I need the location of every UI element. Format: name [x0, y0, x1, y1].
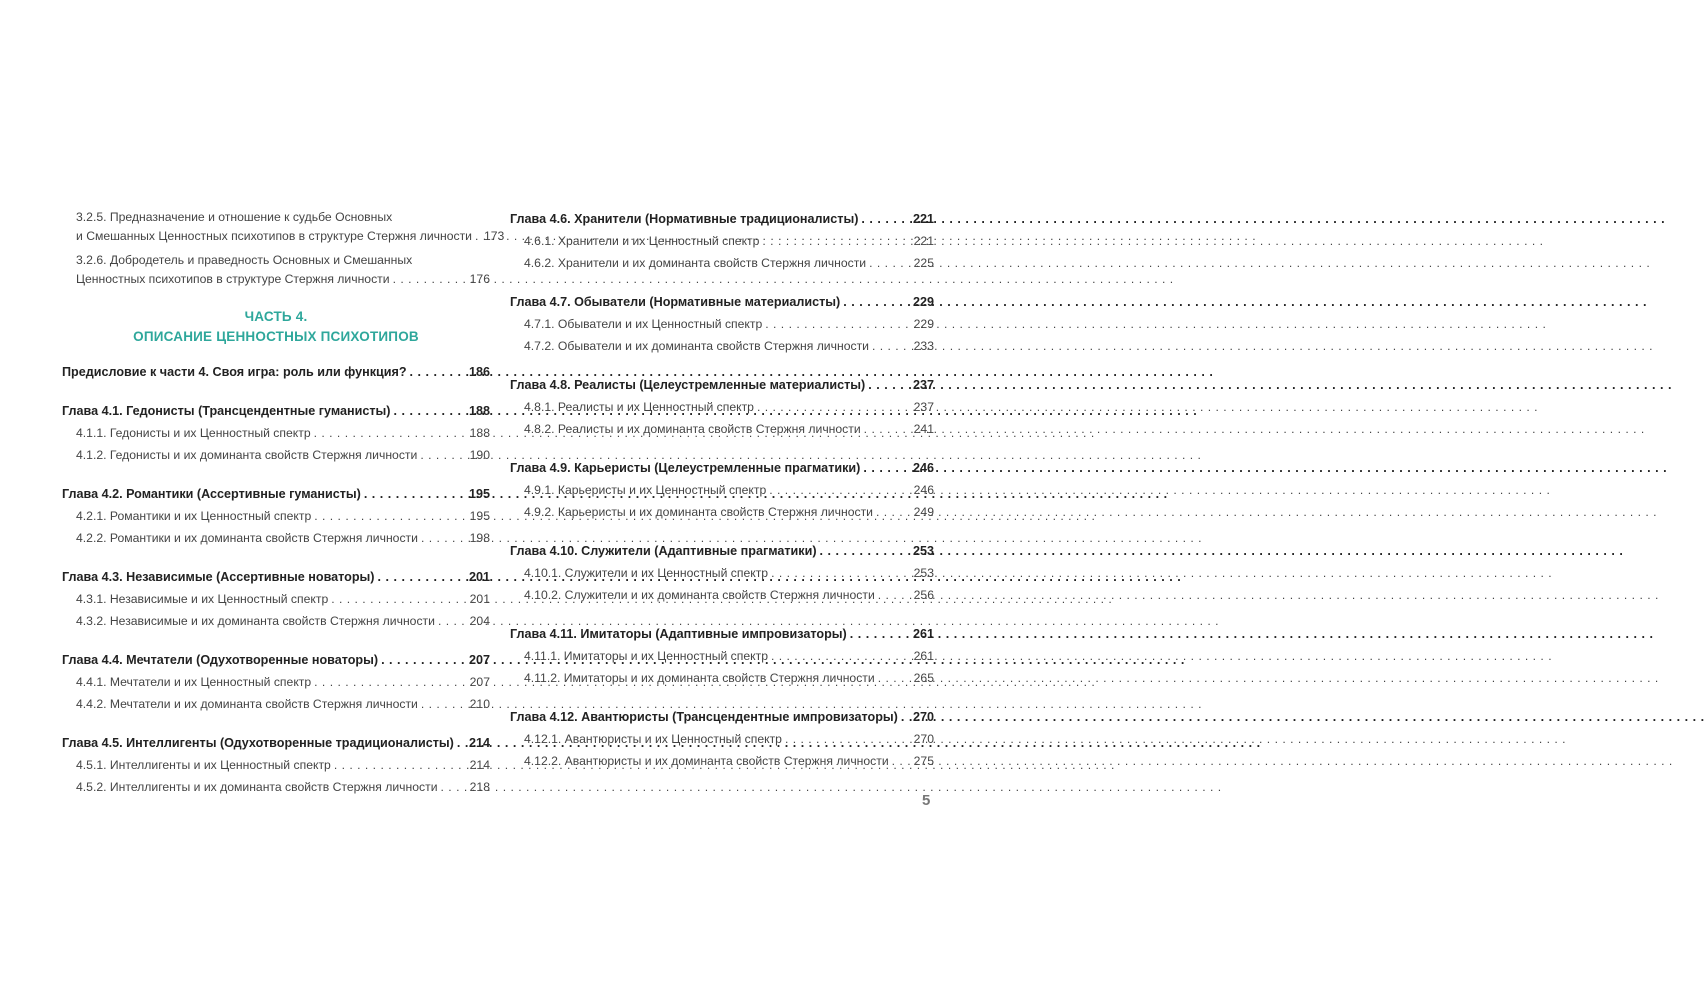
dot-leader	[771, 645, 911, 667]
dot-leader	[785, 728, 911, 750]
toc-entry-text: 4.7.1. Обыватели и их Ценностный спектр	[524, 317, 763, 331]
toc-chapter-4-9	[510, 457, 934, 523]
dot-leader	[820, 540, 910, 562]
toc-sub-entry[interactable]	[510, 645, 934, 667]
toc-entry-text: 4.8.2. Реалисты и их доминанта свойств Стержня личности	[524, 422, 861, 436]
toc-page-number: 207	[468, 653, 490, 667]
toc-page-number: 214	[468, 736, 490, 750]
dot-leader	[393, 270, 467, 289]
toc-sub-entry[interactable]	[510, 418, 934, 440]
toc-chapter-4-2	[62, 483, 490, 549]
dot-leader	[393, 400, 466, 422]
toc-page-number: 237	[912, 378, 934, 392]
toc-sub-entry[interactable]	[510, 562, 934, 584]
toc-entry-text: 4.2.1. Романтики и их Ценностный спектр	[76, 509, 312, 523]
toc-chapter-entry[interactable]	[510, 374, 934, 396]
toc-chapter-4-1	[62, 400, 490, 466]
toc-entry-text: 4.4.1. Мечтатели и их Ценностный спектр	[76, 675, 312, 689]
toc-entry-preface[interactable]	[62, 361, 490, 383]
toc-entry-text: 4.5.1. Интеллигенты и их Ценностный спектр	[76, 758, 331, 772]
dot-leader	[314, 505, 466, 527]
toc-right-column	[510, 208, 934, 772]
dot-leader	[381, 649, 466, 671]
toc-chapter-4-12	[510, 706, 934, 772]
toc-entry-text: Глава 4.12. Авантюристы (Трансцендентные импровизаторы)	[510, 710, 898, 724]
toc-entry-text: 4.4.2. Мечтатели и их доминанта свойств Стержня личности	[76, 697, 418, 711]
toc-chapter-entry[interactable]	[62, 649, 490, 671]
toc-page-number: 210	[469, 697, 490, 711]
toc-chapter-4-10	[510, 540, 934, 606]
toc-sub-entry[interactable]	[510, 750, 934, 772]
toc-page-number: 246	[913, 483, 934, 497]
toc-entry-text: 4.6.1. Хранители и их Ценностный спектр	[524, 234, 760, 248]
toc-entry-text: Глава 4.2. Романтики (Ассертивные гуманисты)	[62, 487, 361, 501]
toc-page-number: 246	[912, 461, 934, 475]
toc-sub-entry[interactable]	[62, 422, 490, 444]
toc-page-number: 253	[912, 544, 934, 558]
toc-page-number: 249	[913, 505, 934, 519]
toc-entry-text: 4.12.2. Авантюристы и их доминанта свойств Стержня личности	[524, 754, 889, 768]
dot-leader	[771, 562, 911, 584]
toc-entry-text: 4.10.1. Служители и их Ценностный спектр	[524, 566, 769, 580]
toc-page-number: 195	[468, 487, 490, 501]
page-number: 5	[922, 792, 931, 809]
toc-left-column	[62, 208, 505, 798]
toc-chapter-4-4	[62, 649, 490, 715]
toc-chapter-entry[interactable]	[62, 732, 490, 754]
toc-chapter-entry[interactable]	[62, 400, 490, 422]
toc-entry-text: 4.10.2. Служители и их доминанта свойств Стержня личности	[524, 588, 875, 602]
toc-sub-entry[interactable]	[62, 776, 490, 798]
toc-entry-text: Глава 4.7. Обыватели (Нормативные материалисты)	[510, 295, 841, 309]
toc-chapter-4-3	[62, 566, 490, 632]
toc-page-number: 188	[468, 404, 490, 418]
toc-page-number: 214	[469, 758, 490, 772]
toc-sub-entry[interactable]	[62, 588, 490, 610]
toc-sub-entry[interactable]	[62, 444, 490, 466]
toc-sub-entry[interactable]	[510, 479, 934, 501]
dot-leader	[314, 671, 467, 693]
dot-leader	[421, 693, 467, 715]
toc-page-number: 221	[913, 234, 934, 248]
toc-entry-text: 4.9.1. Карьеристы и их Ценностный спектр	[524, 483, 767, 497]
toc-page-number: 275	[913, 754, 934, 768]
dot-leader	[872, 335, 911, 357]
part-title: ЧАСТЬ 4.	[244, 309, 308, 324]
part-heading	[62, 307, 490, 347]
toc-chapter-4-7	[510, 291, 934, 357]
toc-entry-text: Глава 4.6. Хранители (Нормативные традиционалисты)	[510, 212, 859, 226]
dot-leader	[901, 706, 910, 728]
toc-page-number: 188	[469, 426, 490, 440]
toc-chapter-4-6	[510, 208, 934, 274]
toc-entry-text: 4.11.1. Имитаторы и их Ценностный спектр	[524, 649, 768, 663]
toc-page-number: 270	[912, 710, 934, 724]
dot-leader	[769, 479, 910, 501]
dot-leader	[378, 566, 466, 588]
dot-leader	[868, 374, 910, 396]
dot-leader	[457, 732, 466, 754]
toc-entry-text: Глава 4.5. Интеллигенты (Одухотворенные традиционалисты)	[62, 736, 454, 750]
toc-sub-entry[interactable]	[62, 693, 490, 715]
toc-entry-text: 4.5.2. Интеллигенты и их доминанта свойств Стержня личности	[76, 780, 438, 794]
toc-entry-text: Глава 4.8. Реалисты (Целеустремленные материалисты)	[510, 378, 866, 392]
dot-leader	[334, 754, 467, 776]
dot-leader	[878, 584, 911, 606]
toc-sub-entry[interactable]	[62, 754, 490, 776]
toc-entry-text: 4.3.1. Независимые и их Ценностный спектр	[76, 592, 329, 606]
toc-page-number: 241	[913, 422, 934, 436]
toc-page-number: 261	[912, 627, 934, 641]
toc-page-number: 195	[469, 509, 490, 523]
toc-entry-text: 4.7.2. Обыватели и их доминанта свойств Стержня личности	[524, 339, 869, 353]
toc-chapter-entry[interactable]	[62, 483, 490, 505]
toc-page-number: 221	[912, 212, 934, 226]
dot-leader	[892, 750, 911, 772]
toc-chapter-4-8	[510, 374, 934, 440]
toc-page-number: 265	[913, 671, 934, 685]
toc-sub-entry[interactable]	[510, 584, 934, 606]
toc-page-number: 229	[913, 317, 934, 331]
toc-page-number: 253	[913, 566, 934, 580]
dot-leader	[757, 396, 911, 418]
toc-sub-entry[interactable]	[510, 313, 934, 335]
toc-page-number: 233	[913, 339, 934, 353]
toc-entry-text: Ценностных психотипов в структуре Стержня личности	[76, 271, 390, 286]
part-subtitle: ОПИСАНИЕ ЦЕННОСТНЫХ ПСИХОТИПОВ	[133, 329, 419, 344]
toc-entry-text: 4.1.1. Гедонисты и их Ценностный спектр	[76, 426, 311, 440]
dot-leader	[475, 227, 481, 246]
toc-page-number: 201	[469, 592, 490, 606]
toc-page-number: 204	[469, 614, 490, 628]
toc-entry-text: 4.1.2. Гедонисты и их доминанта свойств Стержня личности	[76, 448, 418, 462]
toc-sub-entry[interactable]	[510, 335, 934, 357]
toc-sub-entry[interactable]	[62, 527, 490, 549]
toc-entry-text: 4.8.1. Реалисты и их Ценностный спектр	[524, 400, 754, 414]
toc-sub-entry[interactable]	[510, 501, 934, 523]
toc-sub-entry[interactable]	[510, 667, 934, 689]
dot-leader	[441, 776, 467, 798]
toc-page-number: 261	[913, 649, 934, 663]
toc-sub-entry[interactable]	[62, 610, 490, 632]
toc-sub-entry[interactable]	[62, 671, 490, 693]
dot-leader	[420, 444, 466, 466]
toc-sub-entry[interactable]	[510, 230, 934, 252]
dot-leader	[364, 483, 466, 505]
toc-sub-entry[interactable]	[62, 505, 490, 527]
toc-sub-entry[interactable]	[510, 252, 934, 274]
dot-leader	[843, 291, 910, 313]
toc-entry-text: Глава 4.9. Карьеристы (Целеустремленные прагматики)	[510, 461, 861, 475]
dot-leader	[410, 361, 466, 383]
dot-leader	[864, 418, 911, 440]
toc-page-number: 218	[469, 780, 490, 794]
toc-entry-line: 3.2.5. Предназначение и отношение к судьбе Основных	[76, 210, 393, 224]
toc-entry-text: Глава 4.4. Мечтатели (Одухотворенные новаторы)	[62, 653, 379, 667]
dot-leader	[850, 623, 910, 645]
toc-entry-3-2-6[interactable]	[62, 251, 490, 288]
toc-page-number: 237	[913, 400, 934, 414]
toc-page-number: 256	[913, 588, 934, 602]
toc-page-number: 173	[483, 228, 505, 243]
toc-entry-text: Предисловие к части 4. Своя игра: роль или функция?	[62, 365, 407, 379]
toc-sub-entry[interactable]	[510, 396, 934, 418]
toc-chapter-entry[interactable]	[510, 208, 934, 230]
dot-leader	[331, 588, 466, 610]
toc-entry-3-2-5[interactable]	[62, 208, 505, 245]
toc-entry-text: 4.11.2. Имитаторы и их доминанта свойств Стержня личности	[524, 671, 875, 685]
toc-chapter-entry[interactable]	[510, 706, 934, 728]
toc-entry-text: Глава 4.3. Независимые (Ассертивные новаторы)	[62, 570, 375, 584]
toc-entry-line: 3.2.6. Добродетель и праведность Основных и Смешанных	[76, 253, 413, 267]
toc-sub-entry[interactable]	[510, 728, 934, 750]
toc-page-number: 198	[469, 531, 490, 545]
toc-chapter-entry[interactable]	[510, 540, 934, 562]
dot-leader	[861, 208, 910, 230]
dot-leader	[762, 230, 910, 252]
toc-chapter-4-11	[510, 623, 934, 689]
toc-page-number: 229	[912, 295, 934, 309]
toc-entry-text: Глава 4.1. Гедонисты (Трансцендентные гуманисты)	[62, 404, 391, 418]
toc-page-number: 225	[913, 256, 934, 270]
dot-leader	[878, 667, 911, 689]
toc-page-number: 176	[469, 271, 490, 286]
dot-leader	[765, 313, 910, 335]
toc-page-number: 190	[469, 448, 490, 462]
toc-entry-text: и Смешанных Ценностных психотипов в структуре Стержня личности	[76, 228, 472, 243]
toc-entry-text: 4.12.1. Авантюристы и их Ценностный спектр	[524, 732, 782, 746]
toc-entry-text: Глава 4.11. Имитаторы (Адаптивные импровизаторы)	[510, 627, 847, 641]
dot-leader	[869, 252, 911, 274]
dot-leader	[314, 422, 467, 444]
toc-chapter-entry[interactable]	[62, 566, 490, 588]
toc-entry-text: 4.6.2. Хранители и их доминанта свойств Стержня личности	[524, 256, 867, 270]
dot-leader	[438, 610, 467, 632]
dot-leader	[863, 457, 910, 479]
toc-chapter-entry[interactable]	[510, 457, 934, 479]
toc-page-number: 207	[469, 675, 490, 689]
toc-page-number: 201	[468, 570, 490, 584]
toc-page-number: 270	[913, 732, 934, 746]
toc-chapter-entry[interactable]	[510, 291, 934, 313]
dot-leader	[421, 527, 467, 549]
toc-entry-text: 4.3.2. Независимые и их доминанта свойств Стержня личности	[76, 614, 435, 628]
toc-page-number: 186	[468, 365, 490, 379]
toc-entry-text: Глава 4.10. Служители (Адаптивные прагматики)	[510, 544, 817, 558]
toc-chapter-entry[interactable]	[510, 623, 934, 645]
toc-entry-text: 4.2.2. Романтики и их доминанта свойств Стержня личности	[76, 531, 418, 545]
toc-chapter-4-5	[62, 732, 490, 798]
dot-leader	[876, 501, 911, 523]
toc-entry-text: 4.9.2. Карьеристы и их доминанта свойств Стержня личности	[524, 505, 873, 519]
